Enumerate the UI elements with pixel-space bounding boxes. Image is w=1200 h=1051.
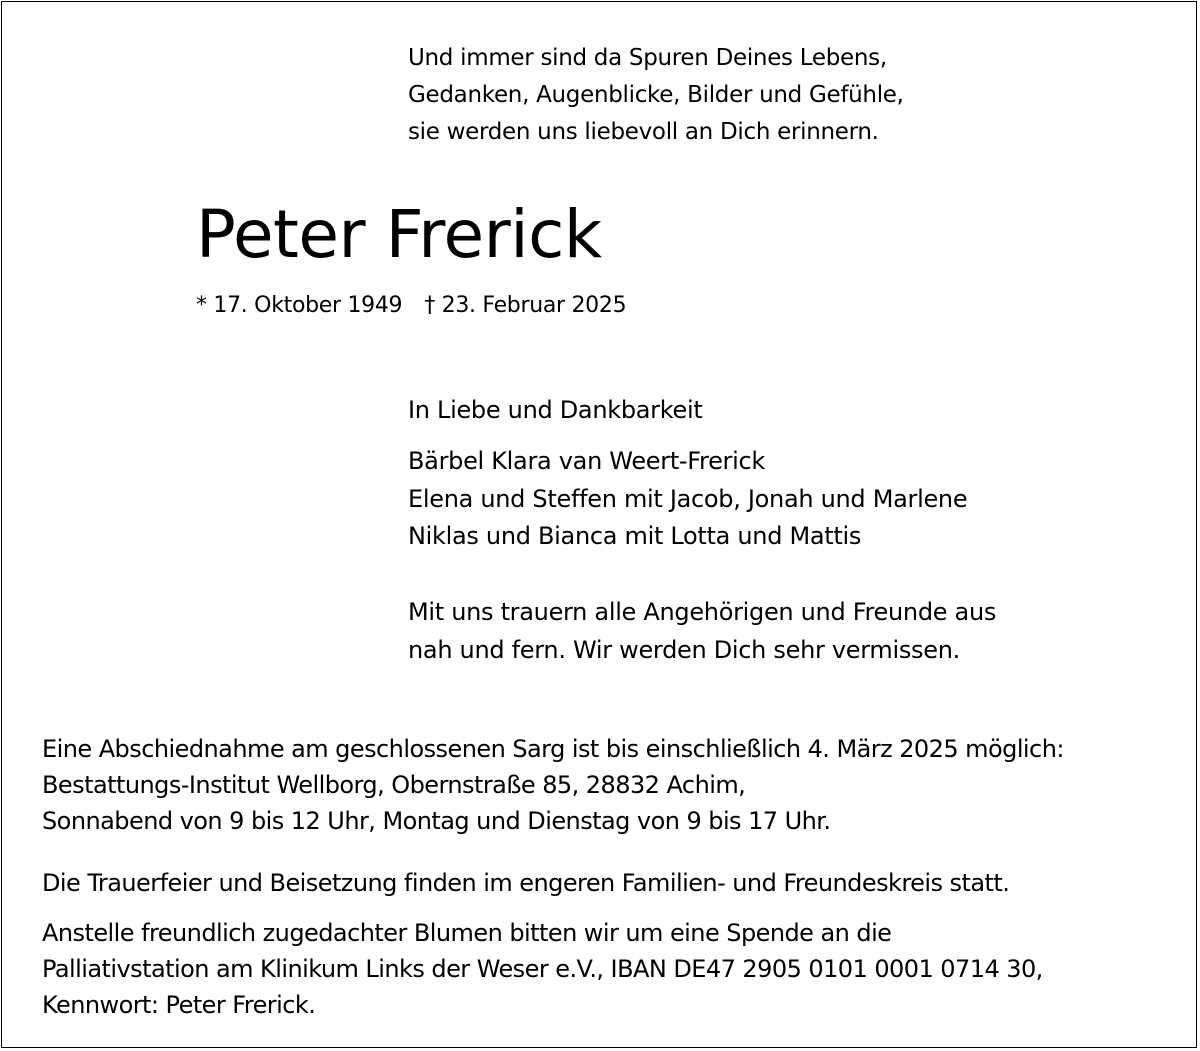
birth-date: * 17. Oktober 1949 xyxy=(196,293,403,318)
farewell-notice xyxy=(42,731,1064,839)
family-member: Elena und Steffen mit Jacob, Jonah und Marlene xyxy=(408,484,968,513)
donation-notice xyxy=(42,915,1043,1023)
donation-line-3: Kennwort: Peter Frerick. xyxy=(42,991,316,1019)
life-dates xyxy=(196,290,626,322)
farewell-line-3: Sonnabend von 9 bis 12 Uhr, Montag und Dienstag von 9 bis 17 Uhr. xyxy=(42,807,831,835)
family-member: Niklas und Bianca mit Lotta und Mattis xyxy=(408,522,862,550)
verse-line-2: Gedanken, Augenblicke, Bilder und Gefühle, xyxy=(408,82,904,108)
farewell-line-2: Bestattungs-Institut Wellborg, Obernstraße 85, 28832 Achim, xyxy=(42,771,746,799)
donation-line-1: Anstelle freundlich zugedachter Blumen bitten wir um eine Spende an die xyxy=(42,919,892,947)
verse-line-3: sie werden uns liebevoll an Dich erinnern. xyxy=(408,119,879,145)
farewell-line-1: Eine Abschiednahme am geschlossenen Sarg ist bis einschließlich 4. März 2025 möglich: xyxy=(42,735,1064,763)
verse-line-1: Und immer sind da Spuren Deines Lebens, xyxy=(408,45,887,71)
death-date: † 23. Februar 2025 xyxy=(424,293,627,318)
mourning-statement xyxy=(408,594,996,669)
ceremony-notice: Die Trauerfeier und Beisetzung finden im engeren Familien- und Freundeskreis statt. xyxy=(42,869,1010,897)
mourning-line-2: nah und fern. Wir werden Dich sehr vermissen. xyxy=(408,635,960,664)
mourners-intro: In Liebe und Dankbarkeit xyxy=(408,396,703,424)
deceased-name: Peter Frerick xyxy=(196,196,602,273)
memorial-verse xyxy=(408,40,904,151)
family-member: Bärbel Klara van Weert-Frerick xyxy=(408,447,765,475)
mourning-line-1: Mit uns trauern alle Angehörigen und Freunde aus xyxy=(408,598,997,626)
family-list xyxy=(408,443,967,556)
donation-line-2: Palliativstation am Klinikum Links der Weser e.V., IBAN DE47 2905 0101 0001 0714 30, xyxy=(42,955,1043,983)
